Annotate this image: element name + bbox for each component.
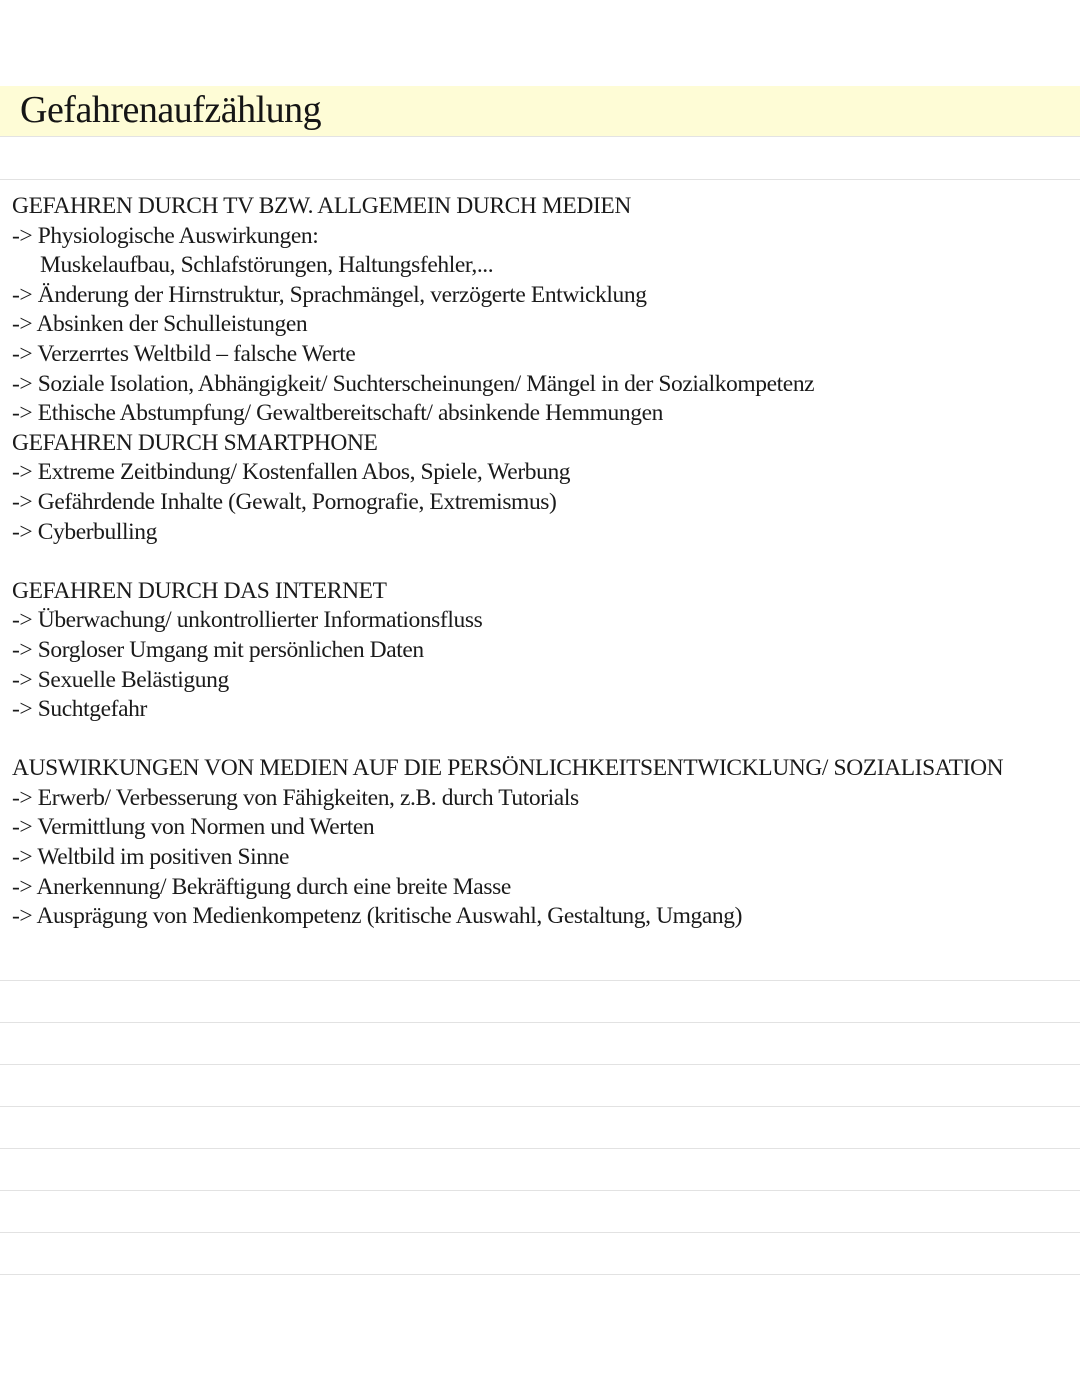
list-item: -> Extreme Zeitbindung/ Kostenfallen Abos, Spiele, Werbung <box>12 459 571 486</box>
list-item: -> Überwachung/ unkontrollierter Informationsfluss <box>12 607 483 634</box>
blank-line <box>12 547 1072 577</box>
list-item: -> Erwerb/ Verbesserung von Fähigkeiten, z.B. durch Tutorials <box>12 784 579 811</box>
list-item: -> Cyberbulling <box>12 518 157 545</box>
list-item: -> Sexuelle Belästigung <box>12 666 229 693</box>
ruled-line <box>0 1064 1080 1065</box>
list-item: -> Soziale Isolation, Abhängigkeit/ Suchterscheinungen/ Mängel in der Sozialkompetenz <box>12 370 815 397</box>
ruled-line <box>0 1106 1080 1107</box>
blank-line <box>12 725 1072 755</box>
list-item: -> Anerkennung/ Bekräftigung durch eine breite Masse <box>12 873 511 900</box>
section-heading: AUSWIRKUNGEN VON MEDIEN AUF DIE PERSÖNLICHKEITSENTWICKLUNG/ SOZIALISATION <box>12 755 1004 782</box>
list-item: -> Physiologische Auswirkungen: <box>12 222 319 249</box>
list-item: -> Ausprägung von Medienkompetenz (kritische Auswahl, Gestaltung, Umgang) <box>12 903 743 930</box>
title-bar <box>0 86 1080 137</box>
ruled-line <box>0 1232 1080 1233</box>
list-item: -> Verzerrtes Weltbild – falsche Werte <box>12 340 356 367</box>
list-item: -> Weltbild im positiven Sinne <box>12 844 289 871</box>
list-item: -> Suchtgefahr <box>12 696 147 723</box>
list-item: -> Gefährdende Inhalte (Gewalt, Pornografie, Extremismus) <box>12 488 557 515</box>
list-item: -> Ethische Abstumpfung/ Gewaltbereitschaft/ absinkende Hemmungen <box>12 400 663 427</box>
list-item: -> Absinken der Schulleistungen <box>12 311 308 338</box>
note-content <box>12 192 1072 932</box>
ruled-line <box>0 1022 1080 1023</box>
section-heading: GEFAHREN DURCH TV BZW. ALLGEMEIN DURCH MEDIEN <box>12 193 631 219</box>
page-title: Gefahrenaufzählung <box>20 89 322 131</box>
section-heading: GEFAHREN DURCH DAS INTERNET <box>12 577 387 604</box>
list-item: -> Vermittlung von Normen und Werten <box>12 814 375 841</box>
ruled-line <box>0 980 1080 981</box>
ruled-line <box>0 1148 1080 1149</box>
ruled-line <box>0 1190 1080 1191</box>
list-item: -> Sorgloser Umgang mit persönlichen Daten <box>12 636 424 663</box>
list-item: Muskelaufbau, Schlafstörungen, Haltungsfehler,... <box>40 252 494 279</box>
section-heading: GEFAHREN DURCH SMARTPHONE <box>12 429 378 456</box>
divider-line <box>0 179 1080 180</box>
ruled-line <box>0 1274 1080 1275</box>
list-item: -> Änderung der Hirnstruktur, Sprachmängel, verzögerte Entwicklung <box>12 281 647 308</box>
